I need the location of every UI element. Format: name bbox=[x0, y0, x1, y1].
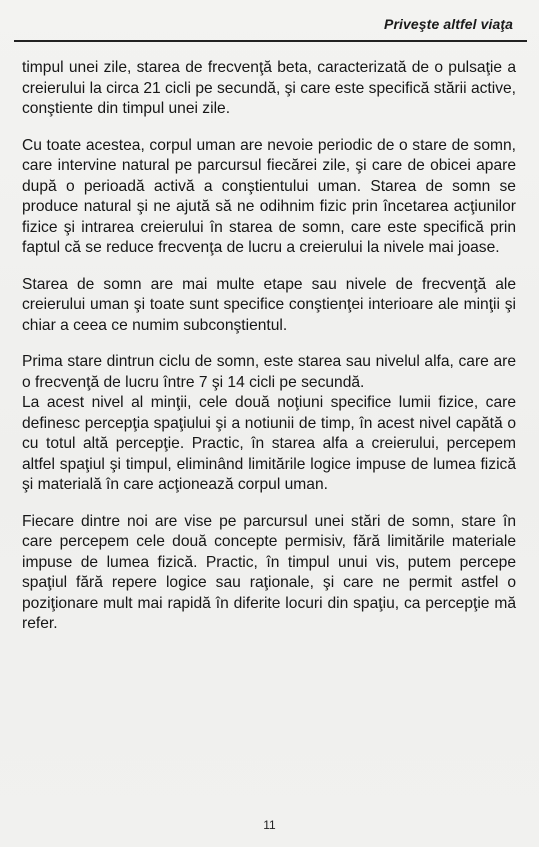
paragraph: timpul unei zile, starea de frecvenţă beta, caracterizată de o pulsaţie a creierului la circa 21 cicli pe secundă, şi care este specifică stării active, conştiente din timpul unei zile. bbox=[22, 59, 517, 117]
paragraph: Prima stare dintrun ciclu de somn, este starea sau nivelul alfa, care are o frecvenţă de lucru între 7 şi 14 cicli pe secundă. bbox=[22, 353, 516, 391]
paragraph: La acest nivel al minţii, cele două noţiuni specifice lumii fizice, care definesc percepţia spaţiului şi a notiunii de timp, în acest nivel capătă o cu totul altă percepţie. Practic, în starea alfa a creierului, percepem altfel spaţiul şi timpul, eliminând limitările logice impuse de lumea fizică şi materială în care acţionează corpul uman. bbox=[22, 394, 516, 493]
paragraph: Fiecare dintre noi are vise pe parcursul unei stări de somn, stare în care percepem cele două concepte permisiv, fără limitările materiale impuse de lumea fizică. Practic, în timpul unui vis, putem percepe spaţiul fără repere logice sau raţionale, şi care ne permit astfel o poziţionare mult mai rapidă în diferite locuri din spaţiu, ca percepţie mă refer. bbox=[22, 512, 516, 632]
body-text bbox=[22, 58, 516, 635]
page-number: 11 bbox=[263, 818, 276, 832]
paragraph: Starea de somn are mai multe etape sau nivele de frecvenţă ale creierului uman şi toate sunt specifice conştienţei interioare ale minţii şi chiar a ceea ce numim subconştientul. bbox=[22, 275, 516, 334]
running-header: Priveşte altfel viaţa bbox=[384, 16, 513, 32]
paragraph: Cu toate acestea, corpul uman are nevoie periodic de o stare de somn, care intervine natural pe parcursul fiecărei zile, şi care de obicei apare după o perioadă activă a conştientului uman. Starea de somn se produce natural şi ne ajută să ne odihnim fizic prin încetarea acţiunilor fizice şi intrarea creierului în starea de somn, care este specifică prin faptul că se reduce frecvenţa de lucru a creierului la nivele mai joase. bbox=[22, 136, 516, 256]
header-rule bbox=[14, 40, 527, 42]
